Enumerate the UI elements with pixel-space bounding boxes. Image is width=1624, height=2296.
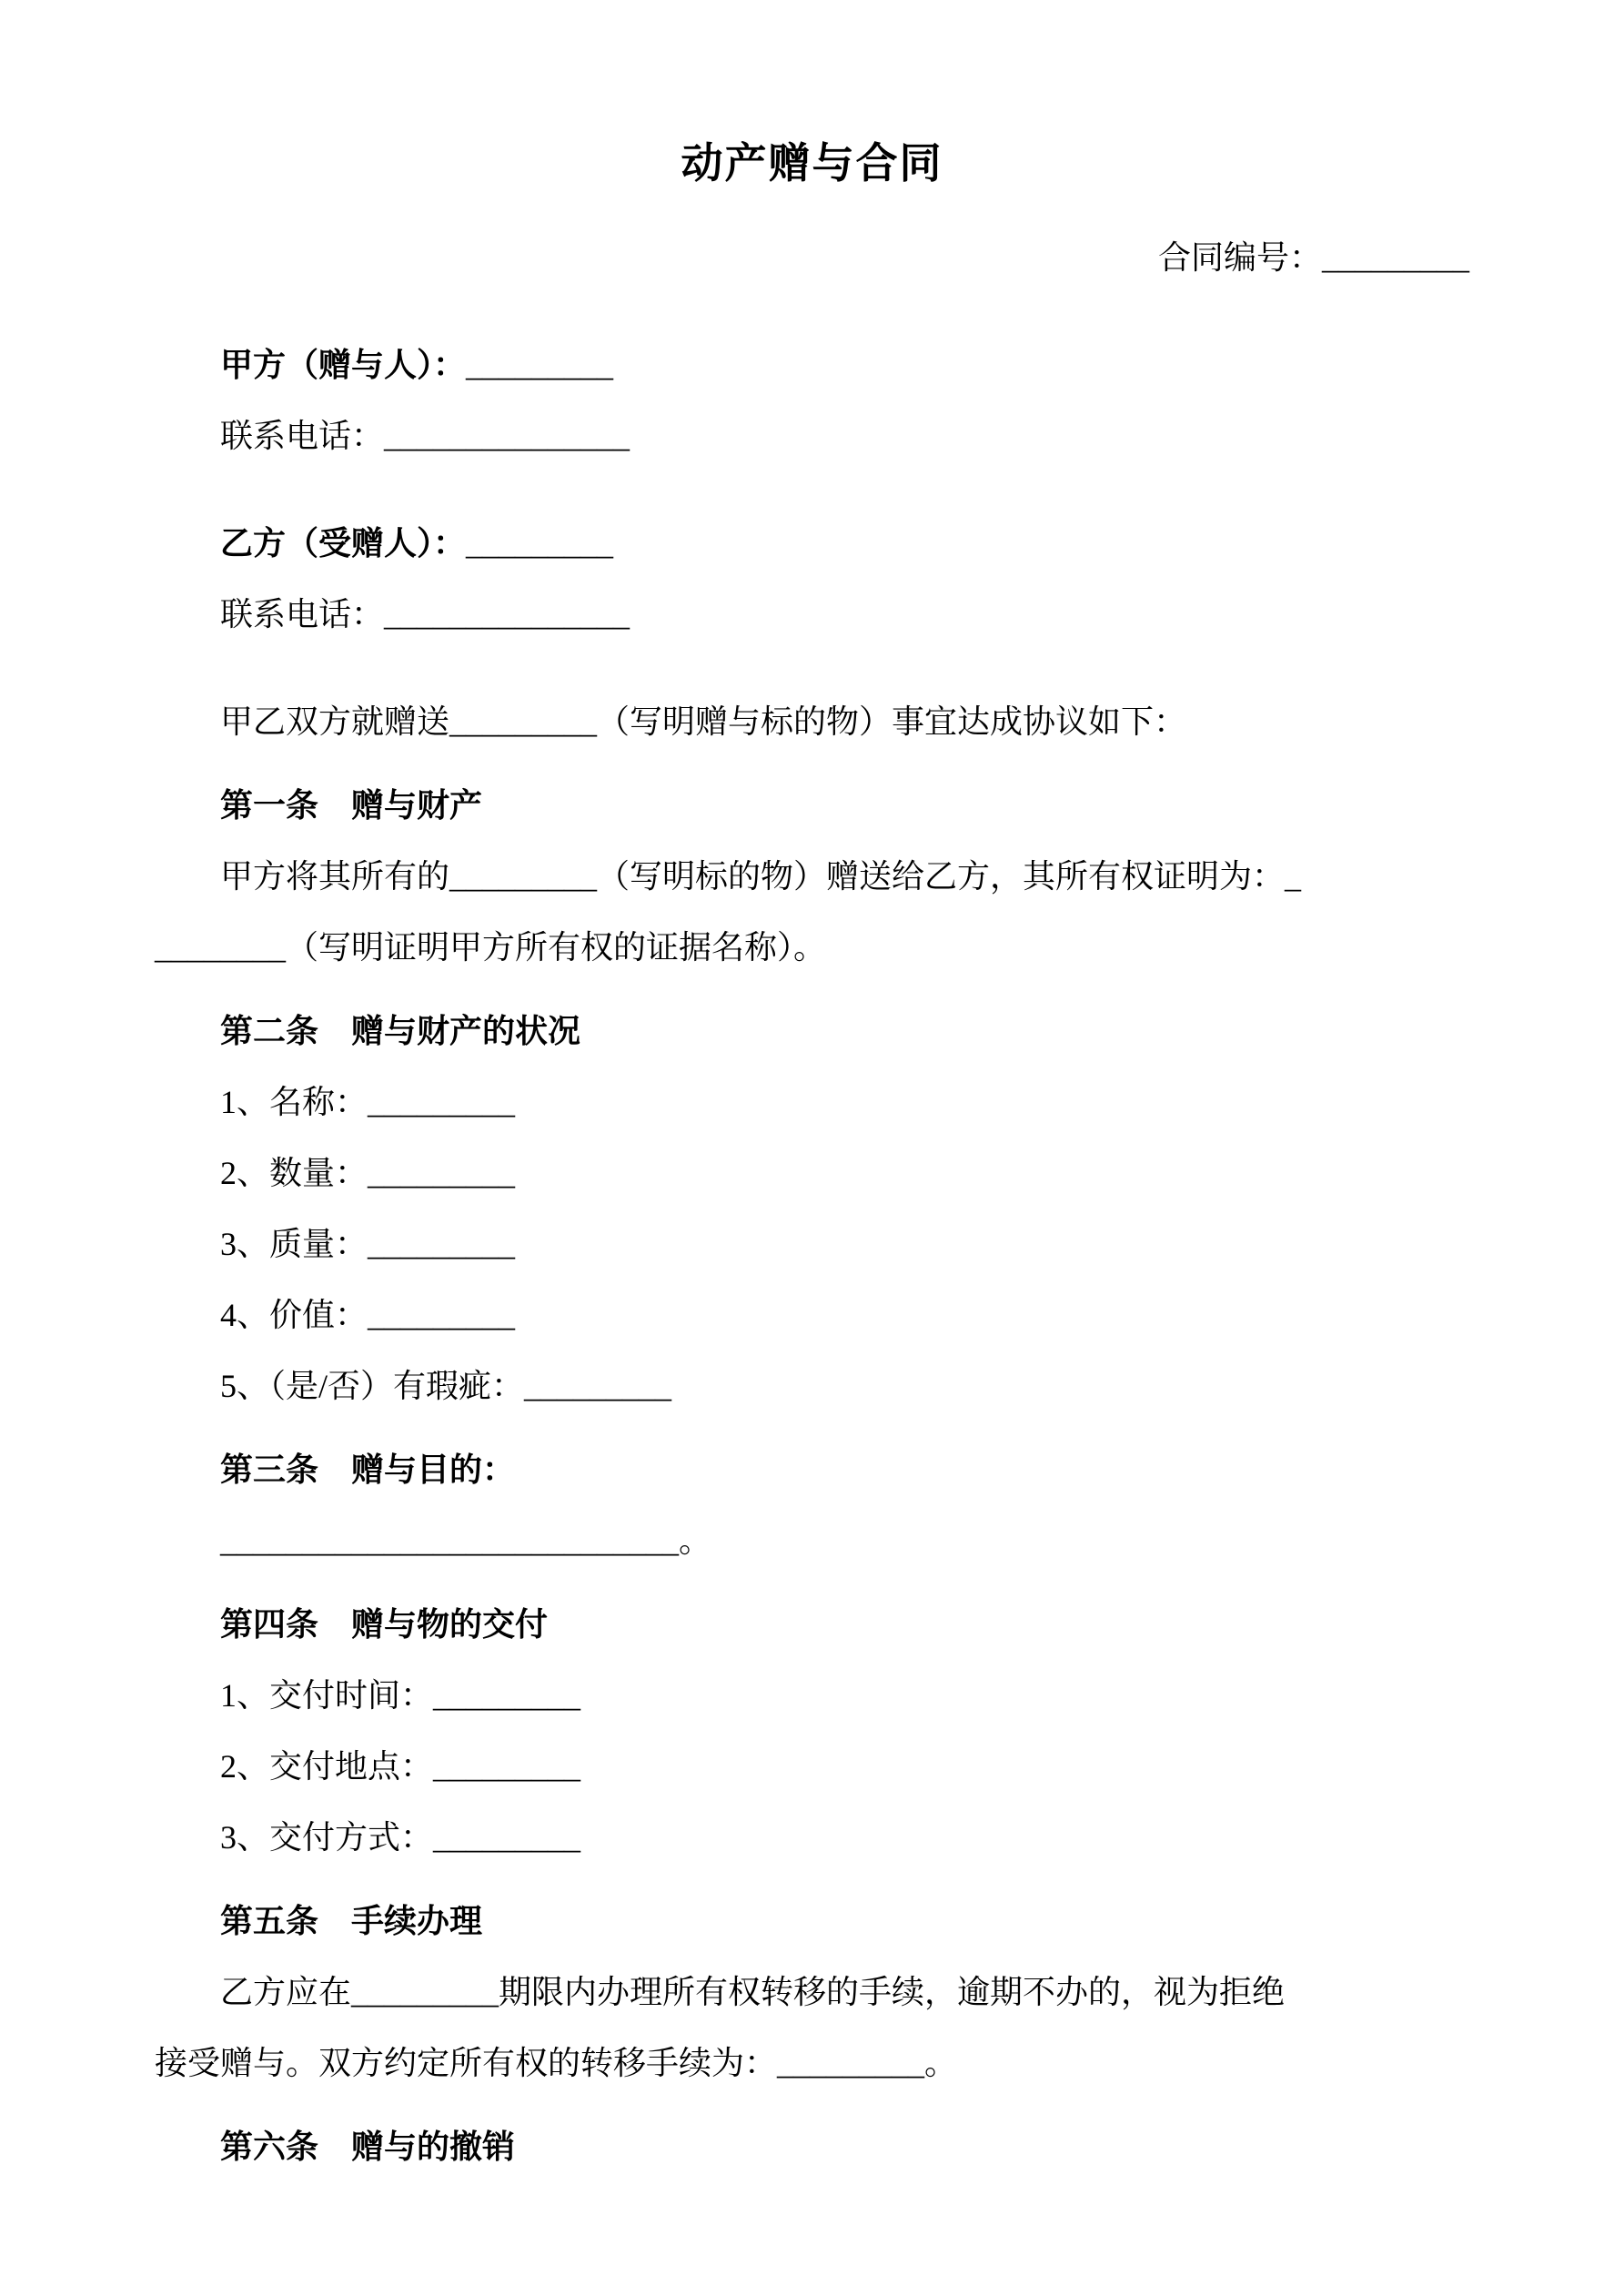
party-b-name-line (155, 508, 1469, 579)
party-a-name-line (155, 329, 1469, 400)
article-2-item-4: 4、价值：_________ (220, 1297, 516, 1333)
contract-number-blank: _________ (1322, 239, 1469, 276)
contract-number-label: 合同编号： (1157, 239, 1322, 276)
contract-number-line (155, 222, 1469, 293)
document-title: 动产赠与合同 (681, 140, 943, 187)
article-4-item-2: 2、交付地点：_________ (220, 1748, 581, 1785)
article-3-heading: 第三条 赠与目的： (220, 1451, 516, 1488)
article-5-heading: 第五条 手续办理 (220, 1903, 483, 1939)
article-1-body-line-1: 甲方将其所有的_________（写明标的物）赠送给乙方，其所有权证明为：_ (220, 858, 1302, 895)
party-a-phone-label: 联系电话： (220, 418, 385, 454)
article-4-item-3: 3、交付方式：_________ (220, 1819, 581, 1856)
article-2-item-3: 3、质量：_________ (220, 1226, 516, 1262)
article-1-heading: 第一条 赠与财产 (220, 787, 483, 824)
intro-paragraph: 甲乙双方就赠送_________（写明赠与标的物）事宜达成协议如下： (220, 703, 1187, 740)
party-a-name-label: 甲方（赠与人）： (220, 347, 467, 383)
article-5-body-line-2: 接受赠与。双方约定所有权的转移手续为：_________。 (155, 2045, 958, 2081)
party-b-phone-blank: _______________ (384, 596, 630, 632)
party-a-phone-blank: _______________ (384, 418, 630, 454)
article-2-heading: 第二条 赠与财产的状况 (220, 1013, 581, 1049)
party-a-name-blank: _________ (466, 347, 614, 383)
party-b-name-blank: _________ (466, 525, 614, 561)
article-6-heading: 第六条 赠与的撤销 (220, 2129, 516, 2165)
article-2-item-1: 1、名称：_________ (220, 1084, 516, 1120)
article-4-heading: 第四条 赠与物的交付 (220, 1606, 549, 1643)
party-b-phone-line (155, 579, 1469, 650)
article-2-item-2: 2、数量：_________ (220, 1155, 516, 1191)
article-1-body-line-2: ________（写明证明甲方所有权的证据名称）。 (155, 929, 827, 966)
article-2-item-5: 5、（是/否）有瑕疵：_________ (220, 1368, 672, 1404)
article-3-blank-line: ____________________________。 (220, 1522, 711, 1559)
party-a-phone-line (155, 400, 1469, 471)
party-b-phone-label: 联系电话： (220, 596, 385, 632)
article-4-item-1: 1、交付时间：_________ (220, 1677, 581, 1714)
party-b-name-label: 乙方（受赠人）： (220, 525, 467, 561)
article-5-body-line-1: 乙方应在_________期限内办理所有权转移的手续，逾期不办的，视为拒绝 (220, 1974, 1286, 2010)
